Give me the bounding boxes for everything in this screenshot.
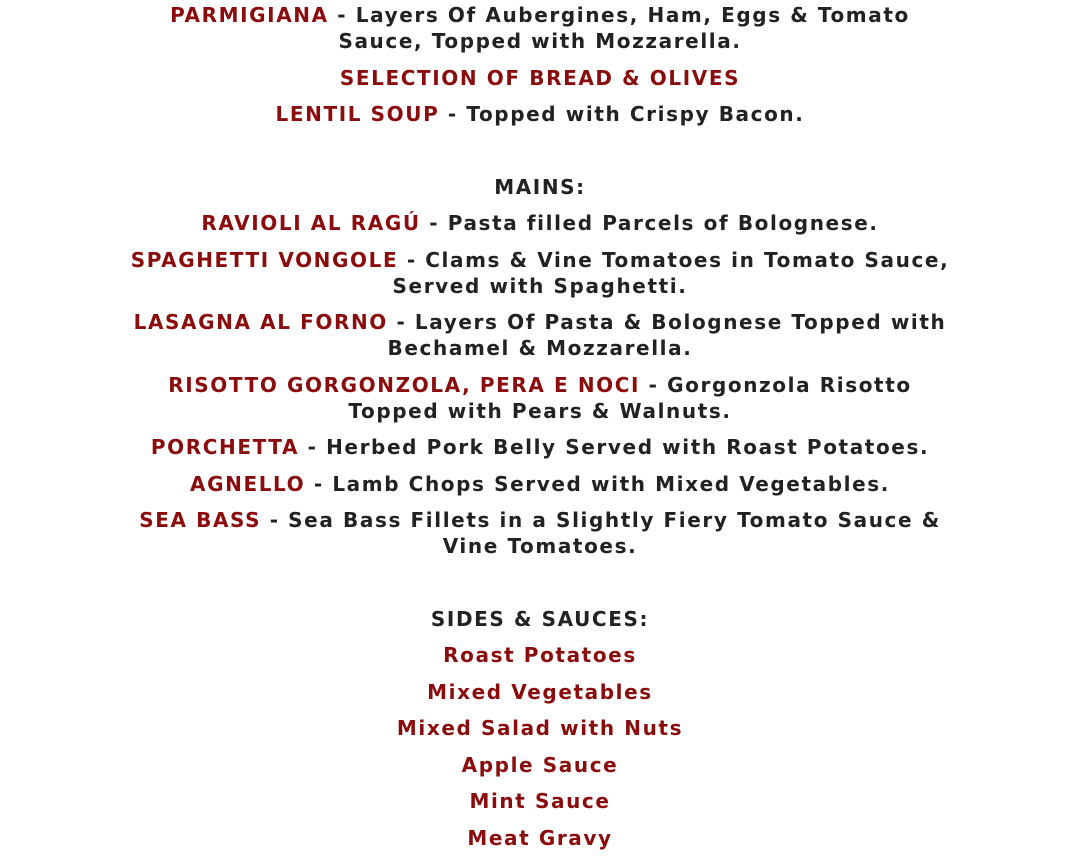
section-heading-sides: SIDES & SAUCES: [430, 606, 650, 631]
dish-name: RAVIOLI AL RAGÚ [201, 211, 421, 235]
menu-item-porchetta [130, 434, 950, 460]
menu-item-lentil-soup [130, 101, 950, 127]
dish-description: - Pasta filled Parcels of Bolognese. [420, 211, 879, 235]
menu-item-risotto [130, 372, 950, 424]
dish-description: - Layers Of Pasta & Bolognese Topped with Bechamel & Mozzarella. [387, 310, 947, 360]
menu-item-bread-olives [130, 65, 950, 91]
dish-name: RISOTTO GORGONZOLA, PERA E NOCI [168, 372, 641, 397]
menu-item-ravioli [130, 210, 950, 236]
dish-name: SEA BASS [139, 508, 262, 532]
menu-item-lasagna [130, 309, 950, 361]
dish-description: - Sea Bass Fillets in a Slightly Fiery Tomato Sauce & Vine Tomatoes. [261, 508, 941, 558]
dish-name: LENTIL SOUP [275, 102, 440, 126]
dish-description: - Gorgonzola Risotto Topped with Pears & Walnuts. [348, 372, 912, 423]
dish-name: AGNELLO [190, 471, 306, 496]
side-item-apple-sauce: Apple Sauce [461, 752, 619, 777]
dish-description: - Clams & Vine Tomatoes in Tomato Sauce, Served with Spaghetti. [392, 247, 950, 298]
section-spacer [130, 570, 950, 606]
side-item-meat-gravy: Meat Gravy [467, 825, 613, 850]
dish-name: PARMIGIANA [170, 3, 329, 27]
section-spacer [130, 138, 950, 174]
dish-description: - Topped with Crispy Bacon. [439, 102, 805, 126]
side-item-mint-sauce: Mint Sauce [469, 789, 611, 813]
side-item-roast-potatoes: Roast Potatoes [443, 643, 637, 667]
dish-name: SPAGHETTI VONGOLE [130, 247, 399, 272]
section-heading-mains: MAINS: [494, 174, 586, 199]
dish-name: SELECTION OF BREAD & OLIVES [339, 65, 741, 90]
dish-description: - Lamb Chops Served with Mixed Vegetables. [305, 471, 890, 496]
menu-item-sea-bass [130, 507, 950, 559]
side-item-mixed-vegetables: Mixed Vegetables [427, 679, 653, 704]
menu-item-spaghetti-vongole [130, 247, 950, 299]
side-item-mixed-salad: Mixed Salad with Nuts [396, 716, 684, 740]
dish-description: - Herbed Pork Belly Served with Roast Potatoes. [299, 435, 930, 459]
menu-item-parmigiana [130, 2, 950, 54]
dish-name: LASAGNA AL FORNO [133, 310, 388, 334]
menu-item-agnello [130, 471, 950, 497]
dish-name: PORCHETTA [150, 435, 300, 459]
dish-description: - Layers Of Aubergines, Ham, Eggs & Tomato Sauce, Topped with Mozzarella. [328, 3, 910, 53]
menu-content [130, 2, 950, 861]
